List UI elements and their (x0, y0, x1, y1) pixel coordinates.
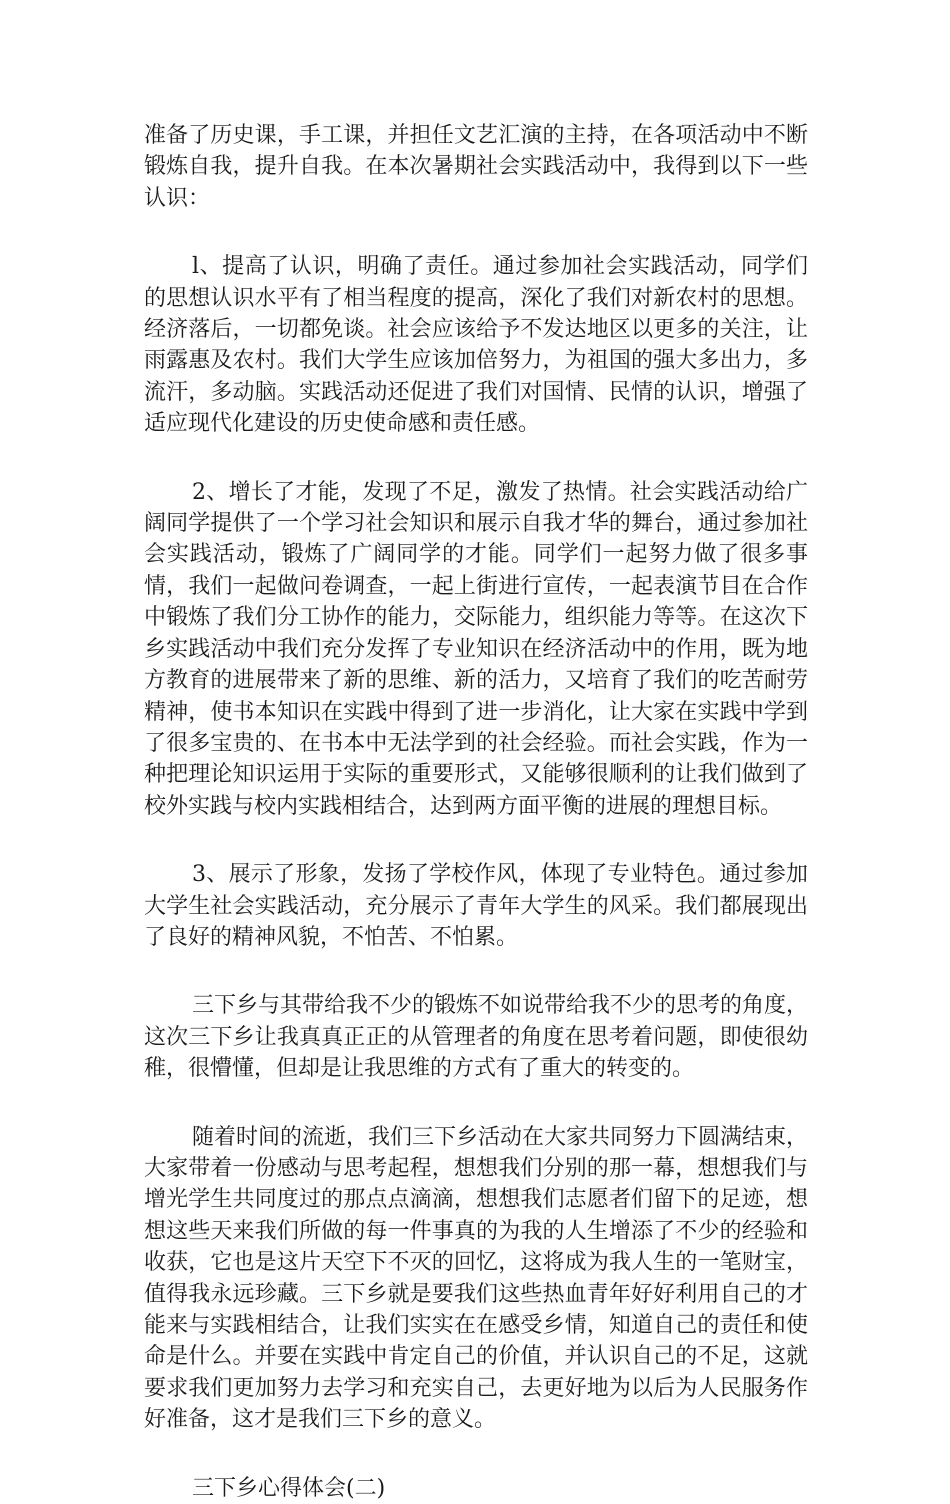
paragraph-point-2: 2、增长了才能，发现了不足，激发了热情。社会实践活动给广阔同学提供了一个学习社会知识和展示自我才华的舞台，通过参加社会实践活动，锻炼了广阔同学的才能。同学们一起努力做了很多事情，我们一起做问卷调查，一起上街进行宣传，一起表演节目在合作中锻炼了我们分工协作的能力，交际能力，组织能力等等。在这次下乡实践活动中我们充分发挥了专业知识在经济活动中的作用，既为地方教育的进展带来了新的思维、新的活力，又培育了我们的吃苦耐劳精神，使书本知识在实践中得到了进一步消化，让大家在实践中学到了很多宝贵的、在书本中无法学到的社会经验。而社会实践，作为一种把理论知识运用于实际的重要形式，又能够很顺利的让我们做到了校外实践与校内实践相结合，达到两方面平衡的进展的理想目标。 (144, 479, 808, 819)
paragraph-conclusion: 随着时间的流逝，我们三下乡活动在大家共同努力下圆满结束，大家带着一份感动与思考起程，想想我们分别的那一幕，想想我们与增光学生共同度过的那点点滴滴，想想我们志愿者们留下的足迹，想想这些天来我们所做的每一件事真的为我的人生增添了不少的经验和收获，它也是这片天空下不灭的回忆，这将成为我人生的一笔财宝，值得我永远珍藏。三下乡就是要我们这些热血青年好好利用自己的才能来与实践相结合，让我们实实在在感受乡情，知道自己的责任和使命是什么。并要在实践中肯定自己的价值，并认识自己的不足，这就要求我们更加努力去学习和充实自己，去更好地为以后为人民服务作好准备，这才是我们三下乡的意义。 (144, 1124, 809, 1433)
paragraph-intro: 准备了历史课，手工课，并担任文艺汇演的主持，在各项活动中不断锻炼自我，提升自我。在本次暑期社会实践活动中，我得到以下一些认识： (144, 123, 808, 211)
paragraph-reflection: 三下乡与其带给我不少的锻炼不如说带给我不少的思考的角度，这次三下乡让我真真正正的从管理者的角度在思考着问题，即使很幼稚，很懵懂，但却是让我思维的方式有了重大的转变的。 (144, 993, 809, 1082)
section-heading: 三下乡心得体会(二) (192, 1475, 386, 1501)
paragraph-point-3: 3、展示了形象，发扬了学校作风，体现了专业特色。通过参加大学生社会实践活动，充分展示了青年大学生的风采。我们都展现出了良好的精神风貌，不怕苦、不怕累。 (144, 862, 808, 950)
document-body (144, 120, 808, 1504)
paragraph-point-1: l、提高了认识，明确了责任。通过参加社会实践活动，同学们的思想认识水平有了相当程度的提高，深化了我们对新农村的思想。经济落后，一切都免谈。社会应该给予不发达地区以更多的关注，让雨露惠及农村。我们大学生应该加倍努力，为祖国的强大多出力，多流汗，多动脑。实践活动还促进了我们对国情、民情的认识，增强了适应现代化建设的历史使命感和责任感。 (144, 254, 808, 437)
